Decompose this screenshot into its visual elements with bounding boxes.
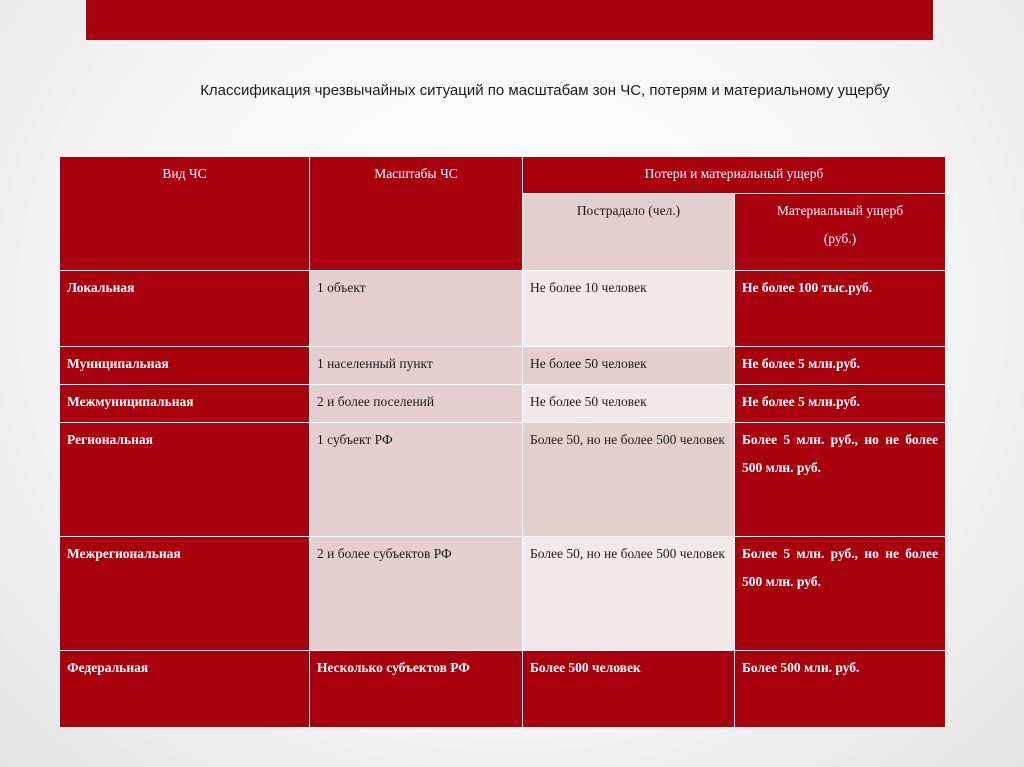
header-damage bbox=[735, 194, 946, 271]
cell-scale: 2 и более поселений bbox=[310, 385, 523, 423]
table-row bbox=[60, 347, 946, 385]
cell-type: Муниципальная bbox=[60, 347, 310, 385]
header-damage-line2: (руб.) bbox=[823, 231, 857, 246]
header-damage-line1: Материальный ущерб bbox=[776, 203, 904, 218]
cell-type: Межрегиональная bbox=[60, 537, 310, 651]
header-scale: Масштабы ЧС bbox=[310, 157, 523, 271]
top-accent-bar bbox=[86, 0, 933, 40]
cell-scale: 2 и более субъектов РФ bbox=[310, 537, 523, 651]
cell-damage: Более 5 млн. руб., но не более 500 млн. руб. bbox=[735, 423, 946, 537]
header-losses: Потери и материальный ущерб bbox=[523, 157, 946, 194]
table-row bbox=[60, 423, 946, 537]
table-row bbox=[60, 651, 946, 728]
cell-damage: Более 5 млн. руб., но не более 500 млн. руб. bbox=[735, 537, 946, 651]
slide-title: Классификация чрезвычайных ситуаций по масштабам зон ЧС, потерям и материальному ущербу bbox=[200, 82, 890, 99]
cell-victims: Более 500 человек bbox=[523, 651, 735, 728]
table-row bbox=[60, 271, 946, 347]
cell-victims: Не более 10 человек bbox=[523, 271, 735, 347]
cell-damage: Более 500 млн. руб. bbox=[735, 651, 946, 728]
table-row bbox=[60, 537, 946, 651]
cell-scale: 1 субъект РФ bbox=[310, 423, 523, 537]
header-type: Вид ЧС bbox=[60, 157, 310, 271]
cell-victims: Более 50, но не более 500 человек bbox=[523, 423, 735, 537]
cell-type: Локальная bbox=[60, 271, 310, 347]
cell-type: Межмуниципальная bbox=[60, 385, 310, 423]
table-row bbox=[60, 385, 946, 423]
header-victims: Пострадало (чел.) bbox=[523, 194, 735, 271]
cell-damage: Не более 100 тыс.руб. bbox=[735, 271, 946, 347]
cell-type: Региональная bbox=[60, 423, 310, 537]
classification-table bbox=[59, 156, 946, 728]
cell-scale: 1 объект bbox=[310, 271, 523, 347]
cell-damage: Не более 5 млн.руб. bbox=[735, 347, 946, 385]
cell-scale: Несколько субъектов РФ bbox=[310, 651, 523, 728]
cell-type: Федеральная bbox=[60, 651, 310, 728]
cell-scale: 1 населенный пункт bbox=[310, 347, 523, 385]
cell-victims: Не более 50 человек bbox=[523, 385, 735, 423]
header-row bbox=[60, 157, 946, 194]
cell-damage: Не более 5 млн.руб. bbox=[735, 385, 946, 423]
cell-victims: Более 50, но не более 500 человек bbox=[523, 537, 735, 651]
cell-victims: Не более 50 человек bbox=[523, 347, 735, 385]
